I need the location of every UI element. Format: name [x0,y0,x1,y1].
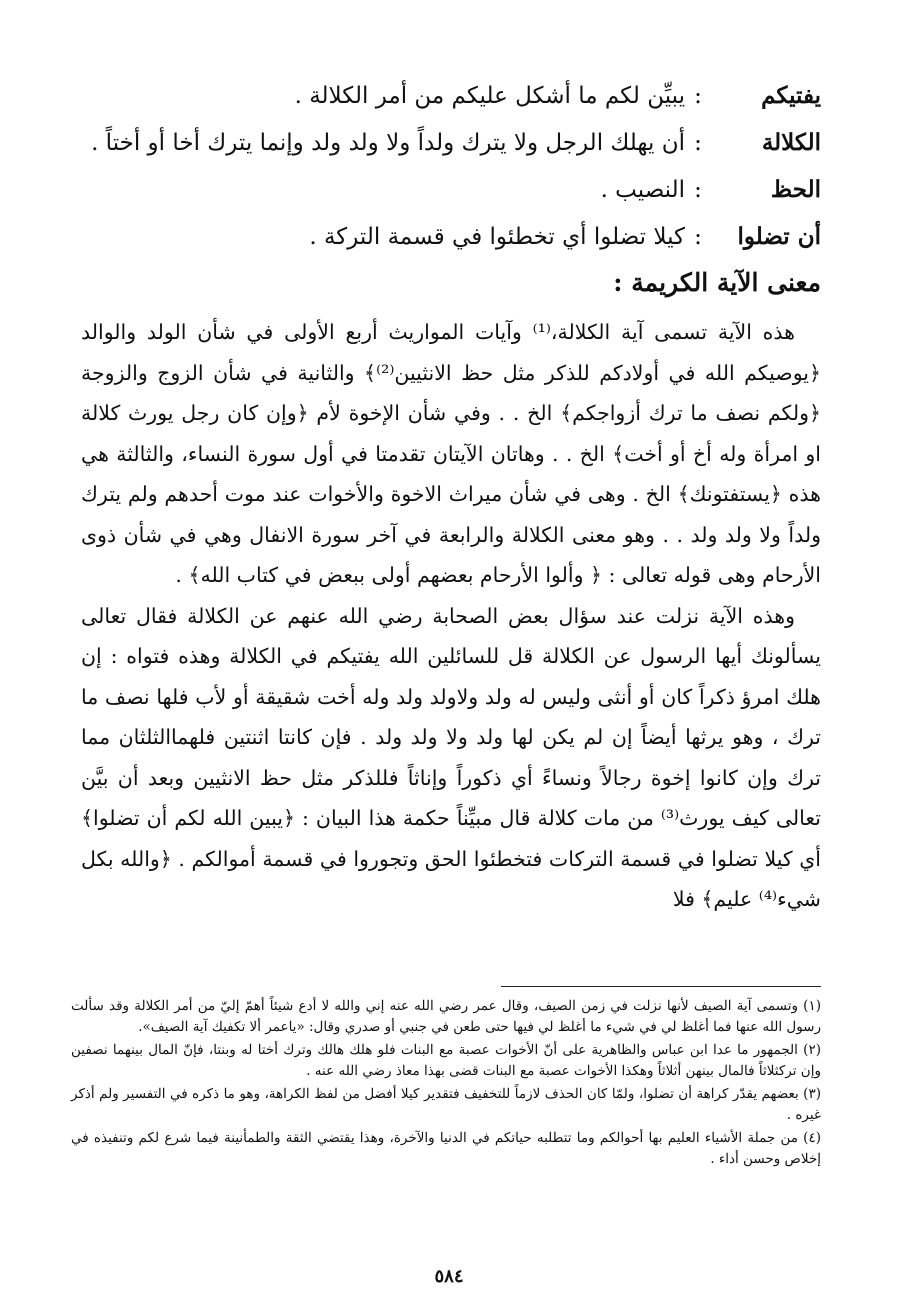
footnote: (٤) من جملة الأشياء العليم بها أحوالكم وما تتطلبه حياتكم في الدنيا والآخرة، وهذا يقتضي الثقة والطمأنينة فيما شرع لكم وتنفيذه في إخلاص وحسن أداء . [71,1130,821,1167]
glossary-term: الكلالة [761,129,821,156]
footnote-divider [501,986,821,987]
glossary-separator: : [694,177,702,203]
footnotes [71,996,821,1172]
page-number: ٥٨٤ [434,1266,464,1287]
footnote: (١) وتسمى آية الصيف لأنها نزلت في زمن الصيف، وقال عمر رضي الله عنه إني والله لا أدع شيئاً أهمّ إليّ من أمر الكلالة وقد سألت رسول الله عنها فما أغلظ لي في شيء ما أغلظ لي فيها حتى طعن في جنبي أو صدري وقال: «ياعمر ألا تكفيك آية الصيف». [71,998,821,1035]
body-paragraph: هذه الآية تسمى آية الكلالة،⁽¹⁾ وآيات المواريث أربع الأولى في شأن الولد والوالد ﴿يوصيكم الله في أولادكم للذكر مثل حظ الانثيين⁽²⁾﴾ والثانية في شأن الزوج والزوجة ﴿ولكم نصف ما ترك أزواجكم﴾ الخ . . وفي شأن الإخوة لأم ﴿وإن كان رجل يورث كلالة او امرأة وله أخ أو أخت﴾ الخ . . وهاتان الآيتان تقدمتا في أول سورة النساء، والثالثة هي هذه ﴿يستفتونك﴾ الخ . وهى في شأن ميراث الاخوة والأخوات عند موت أحدهم ولم يترك ولداً ولا ولد ولد . . وهو معنى الكلالة والرابعة في آخر سورة الانفال وهي في شأن ذوى الأرحام وهى قوله تعالى : ﴿ وألوا الأرحام بعضهم أولى ببعض في كتاب الله﴾ . [81,320,821,587]
glossary-definition: أن يهلك الرجل ولا يترك ولداً ولا ولد ولد وإنما يترك أخا أو أختاً . [91,130,685,156]
glossary-row [61,223,821,270]
glossary-term: أن تضلوا [737,223,821,250]
glossary-definition: كيلا تضلوا أي تخطئوا في قسمة التركة . [309,224,685,250]
body-text [81,312,821,920]
glossary [61,82,821,270]
section-heading: معنى الآية الكريمة : [613,268,821,297]
glossary-separator: : [694,130,702,156]
glossary-separator: : [694,224,702,250]
glossary-term: يفتيكم [761,82,821,109]
footnote: (٢) الجمهور ما عدا ابن عباس والظاهرية على أنّ الأخوات عصبة مع البنات فلو هلك هالك وترك أختا له وبنتا، فإنّ المال بينهما نصفين وإن تركثلاثاً فالمال بينهن أثلاثاً وهكذا الأخوات عصبة مع البنات قضى بهذا معاذ رضي الله عنه . [71,1042,821,1079]
glossary-row [61,129,821,176]
glossary-row [61,176,821,223]
footnote: (٣) بعضهم يقدّر كراهة أن تضلوا، ولمّا كان الحذف لازماً للتخفيف فتقدير كيلا أفضل من لفظ الكراهة، وهو ما ذكره في التفسير ولم أذكر غيره . [71,1086,821,1123]
glossary-separator: : [694,83,702,109]
glossary-term: الحظ [770,176,821,203]
glossary-row [61,82,821,129]
body-paragraph: وهذه الآية نزلت عند سؤال بعض الصحابة رضي الله عنهم عن الكلالة فقال تعالى يسألونك أيها الرسول عن الكلالة قل للسائلين الله يفتيكم في الكلالة وهذه فتواه : إن هلك امرؤ ذكراً كان أو أنثى وليس له ولد ولاولد ولد وله أخت شقيقة أو لأب فلها نصف ما ترك ، وهو يرثها أيضاً إن لم يكن لها ولد ولا ولد ولد . فإن كانتا اثنتين فلهماالثلثان مما ترك وإن كانوا إخوة رجالاً ونساءً أي ذكوراً وإناثاً فللذكر مثل حظ الانثيين وبعد أن بيَّن تعالى كيف يورث⁽³⁾ من مات كلالة قال مبيِّناً حكمة هذا البيان : ﴿يبين الله لكم أن تضلوا﴾ أي كيلا تضلوا في قسمة التركات فتخطئوا الحق وتجوروا في قسمة أموالكم . ﴿والله بكل شيء⁽⁴⁾ عليم﴾ فلا [81,603,821,911]
glossary-definition: يبيِّن لكم ما أشكل عليكم من أمر الكلالة . [294,83,685,109]
glossary-definition: النصيب . [600,177,685,203]
